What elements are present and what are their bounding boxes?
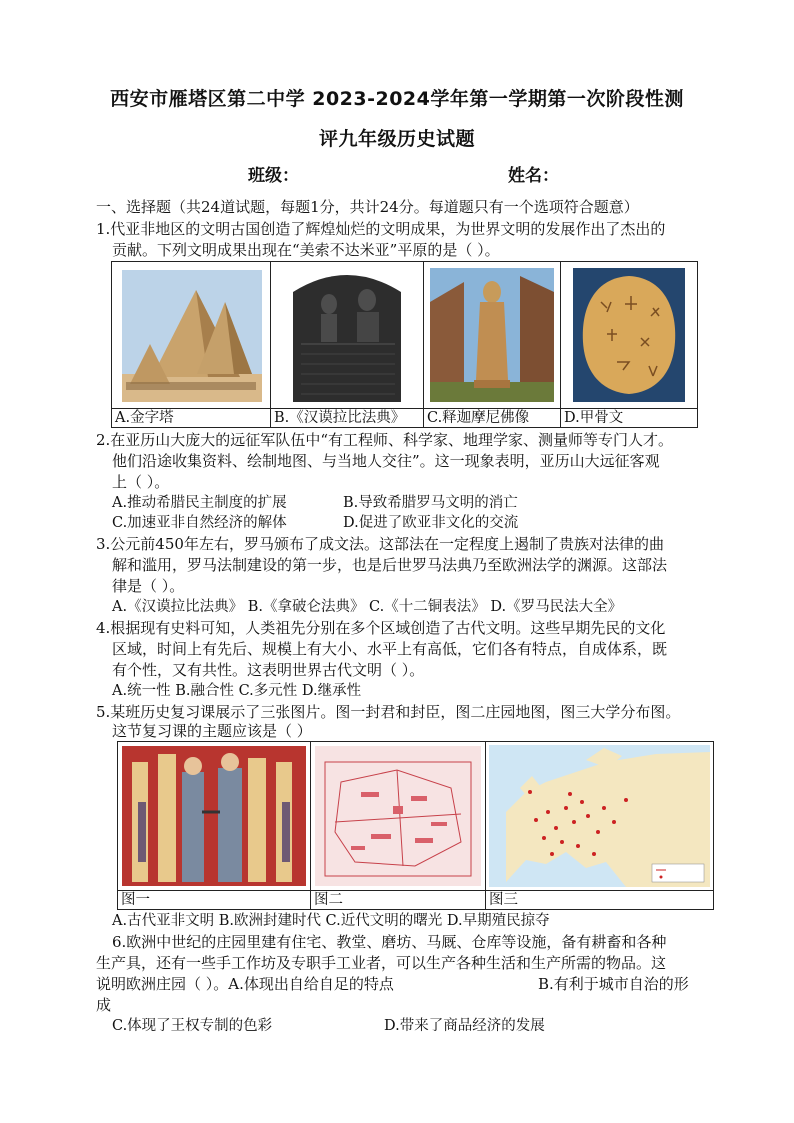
q1-option-a: A.金字塔 [115, 410, 174, 426]
q2-line2: 他们沿途收集资料、绘制地图、与当地人交往”。这一现象表明，亚历山大远征客观 [112, 452, 660, 470]
section-heading: 一、选择题（共24道试题，每题1分，共计24分。每道题只有一个选项符合题意） [96, 198, 639, 216]
q6-option-c: C.体现了王权专制的色彩 [112, 1018, 273, 1034]
q1-option-d: D.甲骨文 [564, 410, 624, 426]
q6-line3-part1: 说明欧洲庄园（ ）。A.体现出自给自足的特点 [96, 975, 394, 993]
q5-figure1-caption: 图一 [121, 892, 150, 908]
q2-option-a: A.推动希腊民主制度的扩展 [112, 495, 287, 511]
q4-line2: 区域，时间上有先后、规模上有大小、水平上有高低，它们各有特点，自成体系，既 [112, 640, 668, 658]
manor-map-image [311, 742, 486, 891]
q6-line4: 成 [96, 996, 112, 1014]
q1-line1: 1.代亚非地区的文明古国创造了辉煌灿烂的文明成果，为世界文明的发展作出了杰出的 [96, 220, 666, 238]
q2-line3: 上（ ）。 [112, 473, 170, 491]
q5-line2: 这节复习课的主题应该是（ ） [112, 722, 312, 740]
q4-line1: 4.根据现有史料可知，人类祖先分别在多个区域创造了古代文明。这些早期先民的文化 [96, 619, 666, 637]
q3-options: A.《汉谟拉比法典》 B.《拿破仑法典》 C.《十二铜表法》 D.《罗马民法大全》 [112, 599, 623, 615]
q1-option-c: C.释迦摩尼佛像 [427, 410, 530, 426]
q1-option-b: B.《汉谟拉比法典》 [274, 410, 406, 426]
q3-line1: 3.公元前450年左右，罗马颁布了成文法。这部法在一定程度上遏制了贵族对法律的曲 [96, 535, 664, 553]
buddha-statue-image [424, 262, 561, 409]
q5-figure2-caption: 图二 [314, 892, 343, 908]
q3-line3: 律是（ ）。 [112, 577, 185, 595]
exam-title-line2: 评九年级历史试题 [318, 128, 475, 150]
q2-option-c: C.加速亚非自然经济的解体 [112, 515, 287, 531]
q5-line1: 5.某班历史复习课展示了三张图片。图一封君和封臣，图二庄园地图，图三大学分布图。 [96, 703, 681, 721]
q5-figure3-caption: 图三 [489, 892, 518, 908]
q5-image-table [117, 741, 714, 910]
q1-image-table [111, 261, 698, 428]
q4-options: A.统一性 B.融合性 C.多元性 D.继承性 [112, 683, 362, 699]
q6-line2: 生产具，还有一些手工作坊及专职手工业者，可以生产各种生活和生产所需的物品。这 [96, 954, 667, 972]
hammurabi-stele-image [271, 262, 424, 409]
q6-line1: 6.欧洲中世纪的庄园里建有住宅、教堂、磨坊、马厩、仓库等设施，备有耕畜和各种 [112, 933, 667, 951]
name-label: 姓名： [508, 166, 559, 186]
q4-line3: 有个性，又有共性。这表明世界古代文明（ ）。 [112, 661, 425, 679]
q5-options: A.古代亚非文明 B.欧洲封建时代 C.近代文明的曙光 D.早期殖民掠夺 [112, 913, 550, 929]
lord-vassal-image [118, 742, 311, 891]
q2-line1: 2.在亚历山大庞大的远征军队伍中“有工程师、科学家、地理学家、测量师等专门人才。 [96, 431, 673, 449]
pyramid-image [112, 262, 271, 409]
oracle-bone-image [561, 262, 698, 409]
university-distribution-map-image [486, 742, 714, 891]
q2-option-d: D.促进了欧亚非文化的交流 [343, 515, 519, 531]
q6-option-d: D.带来了商品经济的发展 [384, 1018, 545, 1034]
q2-option-b: B.导致希腊罗马文明的消亡 [343, 495, 518, 511]
q6-line3-part2: B.有利于城市自治的形 [538, 975, 689, 993]
exam-title-line1: 西安市雁塔区第二中学 2023-2024学年第一学期第一次阶段性测 [110, 88, 684, 110]
q1-line2: 贡献。下列文明成果出现在“美索不达米亚”平原的是（ ）。 [112, 241, 500, 259]
q3-line2: 解和滥用，罗马法制建设的第一步，也是后世罗马法典乃至欧洲法学的渊源。这部法 [112, 556, 668, 574]
class-label: 班级： [248, 166, 299, 186]
